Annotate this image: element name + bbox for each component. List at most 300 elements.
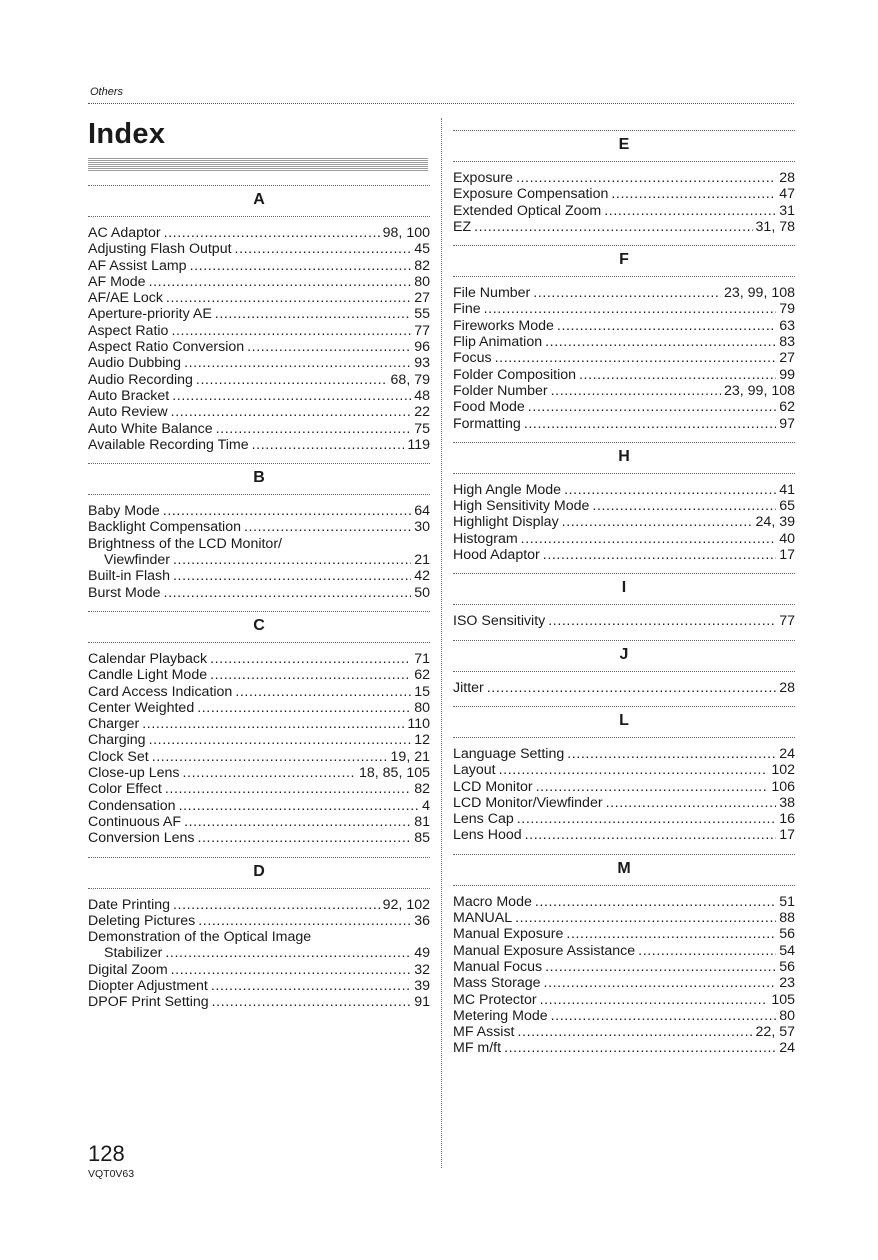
index-entry — [453, 1024, 795, 1040]
dot-leader — [235, 241, 412, 257]
index-entry — [88, 421, 430, 437]
index-entry: Demonstration of the Optical Image — [88, 929, 312, 946]
index-entry — [88, 258, 430, 274]
group-rule-top — [88, 611, 430, 612]
entry-term: ISO Sensitivity — [453, 613, 546, 630]
index-entry — [453, 482, 795, 498]
dot-leader — [142, 716, 404, 732]
entry-term: Candle Light Mode — [88, 667, 208, 684]
index-entry — [453, 943, 795, 959]
entry-pages: 50 — [414, 584, 430, 601]
index-entry — [88, 372, 430, 388]
entry-term: Language Setting — [453, 745, 565, 762]
index-entry — [453, 498, 795, 514]
entry-term: AF Assist Lamp — [88, 257, 187, 274]
dot-leader — [611, 186, 776, 202]
group-header — [88, 463, 430, 495]
entry-term: Available Recording Time — [88, 436, 249, 453]
index-entry — [453, 746, 795, 762]
group-spacer — [453, 844, 795, 854]
entry-term: Close-up Lens — [88, 765, 180, 782]
index-entry — [88, 700, 430, 716]
entry-pages: 28 — [779, 170, 795, 186]
entry-term: File Number — [453, 285, 531, 302]
group-letter: H — [618, 447, 630, 465]
index-entry — [88, 225, 430, 241]
index-entry — [88, 290, 430, 306]
entry-pages: 105 — [771, 991, 795, 1008]
group-rule-bottom — [88, 888, 430, 889]
index-entry — [453, 285, 795, 301]
entry-pages: 49 — [414, 945, 430, 962]
entry-pages: 22 — [414, 404, 430, 421]
entry-term: LCD Monitor — [453, 778, 533, 795]
group-rule-top — [88, 463, 430, 464]
entry-term: Viewfinder — [104, 552, 170, 569]
entry-term: Baby Mode — [88, 503, 160, 520]
index-entry — [88, 749, 430, 765]
group-rule-bottom — [88, 494, 430, 495]
entry-term: Audio Recording — [88, 371, 193, 388]
entry-pages: 77 — [779, 613, 795, 630]
dot-leader — [499, 762, 769, 778]
column-divider — [441, 118, 442, 1168]
entry-pages: 54 — [779, 942, 795, 959]
entry-pages: 39 — [414, 977, 430, 994]
dot-leader — [517, 1024, 752, 1040]
index-entry — [453, 334, 795, 350]
dot-leader — [179, 798, 420, 814]
entry-pages: 15 — [414, 683, 430, 700]
entry-pages: 24 — [779, 1040, 795, 1057]
dot-leader — [515, 910, 776, 926]
entry-pages: 77 — [414, 322, 430, 339]
entry-pages: 27 — [779, 350, 795, 367]
entry-pages: 32 — [414, 961, 430, 978]
entry-term: Deleting Pictures — [88, 912, 196, 929]
index-entry — [453, 680, 795, 696]
group-rule-bottom — [453, 671, 795, 672]
entry-pages: 96 — [414, 339, 430, 356]
index-entry — [88, 568, 430, 584]
entry-pages: 80 — [414, 273, 430, 290]
header-rule — [88, 103, 794, 104]
group-spacer — [88, 601, 430, 611]
group-letter: M — [617, 859, 631, 877]
entry-term: Auto Bracket — [88, 387, 170, 404]
entry-term: MANUAL — [453, 910, 513, 927]
group-rule-top — [453, 640, 795, 641]
index-entry — [88, 552, 430, 568]
group-spacer — [88, 453, 430, 463]
entry-term: AF Mode — [88, 273, 146, 290]
entry-term: DPOF Print Setting — [88, 994, 209, 1011]
entry-term: Auto Review — [88, 404, 168, 421]
entry-term: Macro Mode — [453, 893, 532, 910]
model-code: VQT0V63 — [88, 1168, 135, 1180]
entry-term: Highlight Display — [453, 514, 559, 531]
group-letter: C — [253, 616, 265, 634]
entry-term: Center Weighted — [88, 699, 195, 716]
group-letter: L — [619, 711, 629, 729]
index-group — [453, 245, 795, 442]
index-entry — [88, 732, 430, 748]
group-spacer — [88, 847, 430, 857]
dot-leader — [536, 779, 769, 795]
entry-pages: 64 — [414, 503, 430, 520]
entry-term: Stabilizer — [104, 945, 163, 962]
entry-pages: 21 — [414, 552, 430, 569]
page-number: 128 — [88, 1141, 125, 1166]
index-column-right — [453, 130, 795, 1067]
dot-leader — [166, 290, 411, 306]
entry-pages: 40 — [779, 530, 795, 547]
index-entry — [453, 811, 795, 827]
index-entry: Brightness of the LCD Monitor/ — [88, 535, 282, 552]
entry-pages: 17 — [779, 547, 795, 564]
entry-term: Fine — [453, 301, 481, 318]
dot-leader — [152, 749, 388, 765]
entry-term: Card Access Indication — [88, 683, 233, 700]
entry-term: Adjusting Flash Output — [88, 241, 232, 258]
group-rule-top — [453, 706, 795, 707]
entry-term: Aperture-priority AE — [88, 306, 212, 323]
index-group — [88, 185, 430, 463]
dot-leader — [173, 552, 411, 568]
index-group — [88, 611, 430, 857]
index-entry — [88, 306, 430, 322]
dot-leader — [171, 404, 412, 420]
index-entry — [88, 798, 430, 814]
dot-leader — [235, 684, 411, 700]
entry-term: Digital Zoom — [88, 961, 168, 978]
group-spacer — [453, 432, 795, 442]
index-entry — [88, 339, 430, 355]
entry-pages: 27 — [414, 290, 430, 307]
entry-term: Jitter — [453, 679, 484, 696]
group-rule-bottom — [453, 161, 795, 162]
dot-leader — [171, 962, 412, 978]
entry-pages: 17 — [779, 827, 795, 844]
entry-term: Layout — [453, 762, 496, 779]
entry-term: Clock Set — [88, 748, 149, 765]
entry-term: Folder Number — [453, 382, 548, 399]
dot-leader — [197, 830, 411, 846]
index-entry — [453, 367, 795, 383]
dot-leader — [567, 746, 776, 762]
index-entry — [453, 827, 795, 843]
dot-leader — [545, 959, 776, 975]
group-rule-bottom — [453, 737, 795, 738]
index-group — [453, 442, 795, 573]
index-entry — [453, 170, 795, 186]
index-entry — [453, 613, 795, 629]
group-rule-top — [453, 573, 795, 574]
dot-leader — [149, 274, 412, 290]
dot-leader — [606, 795, 777, 811]
entry-pages: 99 — [779, 366, 795, 383]
dot-leader — [164, 225, 380, 241]
dot-leader — [474, 219, 752, 235]
group-header — [453, 854, 795, 886]
page-title: Index — [88, 118, 166, 150]
entry-pages: 65 — [779, 498, 795, 515]
dot-leader — [533, 285, 721, 301]
index-entry — [453, 779, 795, 795]
entry-pages: 63 — [779, 317, 795, 334]
entry-pages: 98, 100 — [382, 225, 430, 241]
entry-term: Backlight Compensation — [88, 519, 241, 536]
entry-term: Burst Mode — [88, 584, 161, 601]
index-entry — [453, 910, 795, 926]
index-entry — [88, 667, 430, 683]
dot-leader — [164, 585, 412, 601]
index-entry — [453, 318, 795, 334]
dot-leader — [517, 811, 776, 827]
dot-leader — [165, 781, 411, 797]
dot-leader — [184, 355, 411, 371]
index-entry — [453, 547, 795, 563]
dot-leader — [524, 416, 776, 432]
index-entry — [88, 945, 430, 961]
index-entry — [88, 913, 430, 929]
group-spacer — [453, 1057, 795, 1067]
dot-leader — [638, 943, 776, 959]
index-entry — [88, 830, 430, 846]
entry-pages: 88 — [779, 910, 795, 927]
entry-term: MF Assist — [453, 1024, 515, 1041]
group-letter: J — [619, 645, 629, 663]
group-header — [453, 245, 795, 277]
entry-pages: 31 — [779, 202, 795, 219]
dot-leader — [516, 170, 776, 186]
entry-pages: 23 — [779, 975, 795, 992]
index-entry — [88, 781, 430, 797]
dot-leader — [210, 651, 411, 667]
group-spacer — [453, 630, 795, 640]
dot-leader — [495, 350, 777, 366]
entry-term: Exposure — [453, 170, 513, 186]
entry-pages: 23, 99, 108 — [724, 382, 795, 399]
dot-leader — [525, 827, 777, 843]
group-rule-bottom — [453, 885, 795, 886]
group-rule-top — [453, 245, 795, 246]
dot-leader — [184, 814, 411, 830]
index-entry — [88, 437, 430, 453]
index-entry — [88, 978, 430, 994]
entry-pages: 81 — [414, 813, 430, 830]
dot-leader — [551, 1008, 777, 1024]
dot-leader — [173, 897, 380, 913]
group-header — [453, 706, 795, 738]
entry-pages: 79 — [779, 301, 795, 318]
group-spacer — [88, 1011, 430, 1021]
index-group — [453, 854, 795, 1067]
group-spacer — [453, 563, 795, 573]
index-entry — [453, 762, 795, 778]
dot-leader — [543, 547, 776, 563]
entry-term: LCD Monitor/Viewfinder — [453, 794, 603, 811]
group-rule-bottom — [88, 642, 430, 643]
index-entry — [453, 1008, 795, 1024]
entry-term: Formatting — [453, 415, 521, 432]
group-letter: I — [621, 579, 627, 597]
entry-term: Hood Adaptor — [453, 547, 540, 564]
entry-term: High Angle Mode — [453, 481, 562, 498]
dot-leader — [604, 203, 776, 219]
section-label: Others — [90, 86, 124, 98]
group-letter: A — [253, 191, 265, 208]
entry-pages: 75 — [414, 420, 430, 437]
index-entry — [88, 684, 430, 700]
dot-leader — [592, 498, 776, 514]
index-entry — [88, 503, 430, 519]
dot-leader — [149, 732, 412, 748]
entry-pages: 71 — [414, 650, 430, 667]
group-rule-top — [453, 854, 795, 855]
group-rule-bottom — [88, 216, 430, 217]
index-entry — [88, 388, 430, 404]
index-entry — [88, 404, 430, 420]
group-letter: F — [619, 251, 629, 269]
entry-pages: 23, 99, 108 — [724, 285, 795, 302]
index-group — [453, 130, 795, 245]
entry-pages: 62 — [414, 667, 430, 684]
index-entry — [453, 350, 795, 366]
entry-pages: 41 — [779, 481, 795, 498]
group-header — [453, 130, 795, 162]
index-entry — [88, 716, 430, 732]
entry-pages: 18, 85, 105 — [359, 765, 430, 782]
entry-term: Exposure Compensation — [453, 186, 609, 203]
group-spacer — [453, 235, 795, 245]
entry-pages: 62 — [779, 399, 795, 416]
index-entry — [453, 301, 795, 317]
entry-pages: 24 — [779, 745, 795, 762]
entry-pages: 4 — [422, 797, 430, 814]
entry-pages: 97 — [779, 415, 795, 432]
entry-term: Mass Storage — [453, 975, 541, 992]
entry-pages: 119 — [407, 436, 430, 453]
entry-term: Manual Exposure Assistance — [453, 942, 636, 959]
entry-pages: 82 — [414, 781, 430, 798]
entry-pages: 16 — [779, 811, 795, 828]
dot-leader — [211, 978, 411, 994]
entry-pages: 45 — [414, 241, 430, 258]
index-entry — [453, 203, 795, 219]
entry-pages: 91 — [414, 994, 430, 1011]
entry-pages: 51 — [779, 893, 795, 910]
group-header — [453, 442, 795, 474]
dot-leader — [212, 994, 412, 1010]
dot-leader — [487, 680, 776, 696]
entry-term: Diopter Adjustment — [88, 977, 208, 994]
group-header — [88, 857, 430, 889]
entry-term: Aspect Ratio — [88, 322, 169, 339]
dot-leader — [197, 700, 411, 716]
dot-leader — [210, 667, 411, 683]
dot-leader — [172, 388, 411, 404]
dot-leader — [545, 334, 776, 350]
index-group — [453, 706, 795, 854]
index-entry — [453, 959, 795, 975]
dot-leader — [215, 306, 411, 322]
index-group — [453, 640, 795, 706]
index-group — [88, 857, 430, 1021]
entry-pages: 36 — [414, 912, 430, 929]
index-entry — [88, 897, 430, 913]
index-entry — [453, 894, 795, 910]
dot-leader — [173, 568, 411, 584]
entry-term: High Sensitivity Mode — [453, 498, 590, 515]
entry-pages: 56 — [779, 926, 795, 943]
dot-leader — [196, 372, 388, 388]
dot-leader — [566, 926, 776, 942]
entry-pages: 80 — [779, 1007, 795, 1024]
group-rule-bottom — [453, 604, 795, 605]
entry-pages: 12 — [414, 732, 430, 749]
group-header — [453, 573, 795, 605]
dot-leader — [548, 613, 776, 629]
group-rule-bottom — [453, 276, 795, 277]
index-entry — [453, 926, 795, 942]
dot-leader — [247, 339, 411, 355]
entry-pages: 19, 21 — [390, 748, 430, 765]
entry-pages: 68, 79 — [390, 371, 430, 388]
index-entry — [453, 514, 795, 530]
dot-leader — [252, 437, 405, 453]
entry-term: Aspect Ratio Conversion — [88, 339, 245, 356]
entry-pages: 93 — [414, 355, 430, 372]
entry-term: Metering Mode — [453, 1007, 548, 1024]
group-rule-top — [453, 130, 795, 131]
entry-term: Date Printing — [88, 896, 171, 913]
index-entry — [453, 975, 795, 991]
index-group — [88, 463, 430, 611]
entry-pages: 102 — [771, 762, 795, 779]
entry-term: Fireworks Mode — [453, 317, 554, 334]
group-spacer — [453, 696, 795, 706]
entry-term: Calendar Playback — [88, 650, 208, 667]
dot-leader — [190, 258, 412, 274]
index-column-left — [88, 185, 430, 1021]
dot-leader — [521, 531, 777, 547]
dot-leader — [183, 765, 357, 781]
entry-pages: 42 — [414, 568, 430, 585]
entry-pages: 82 — [414, 257, 430, 274]
index-entry — [453, 383, 795, 399]
index-entry — [88, 585, 430, 601]
index-entry — [88, 323, 430, 339]
dot-leader — [540, 992, 769, 1008]
entry-pages: 48 — [414, 387, 430, 404]
dot-leader — [544, 975, 777, 991]
dot-leader — [198, 913, 411, 929]
entry-pages: 24, 39 — [755, 514, 795, 531]
group-header — [88, 185, 430, 217]
dot-leader — [244, 519, 411, 535]
dot-leader — [484, 301, 777, 317]
dot-leader — [551, 383, 721, 399]
index-entry — [453, 795, 795, 811]
dot-leader — [528, 399, 776, 415]
entry-term: EZ — [453, 218, 472, 235]
index-entry — [453, 399, 795, 415]
index-entry — [88, 241, 430, 257]
group-header — [88, 611, 430, 643]
dot-leader — [165, 945, 411, 961]
entry-term: Auto White Balance — [88, 420, 213, 437]
